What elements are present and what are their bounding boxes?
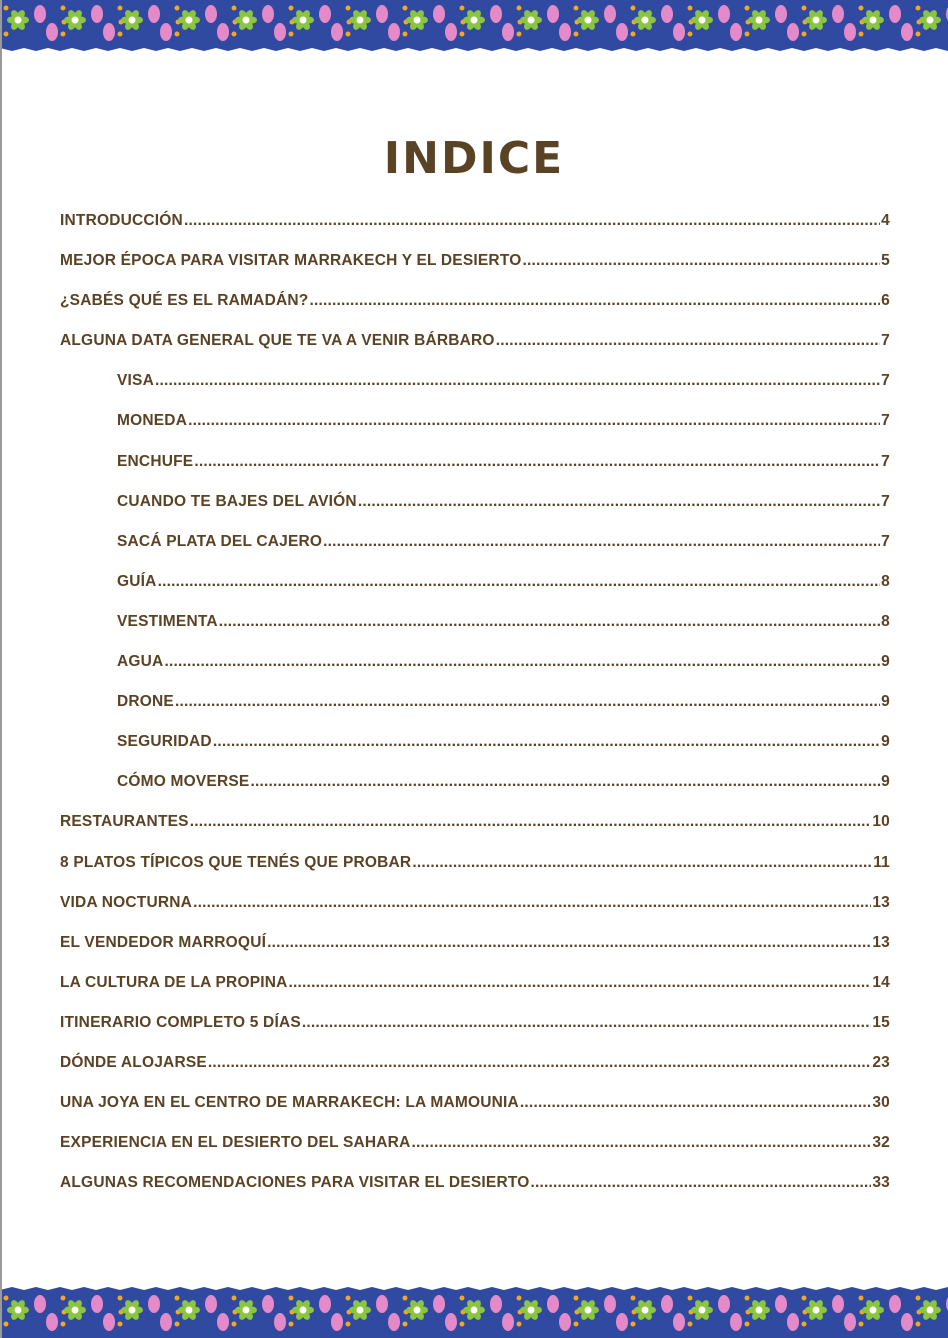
toc-entry[interactable]	[60, 854, 890, 894]
pink-drop-motif	[91, 1295, 103, 1313]
flower-motif	[691, 1299, 713, 1322]
orange-dot-motif	[802, 1322, 807, 1327]
orange-dot-motif	[802, 32, 807, 37]
orange-dot-motif	[118, 1322, 123, 1327]
orange-dot-motif	[688, 32, 693, 37]
flower-motif	[520, 1299, 542, 1322]
flower-motif	[7, 1299, 29, 1322]
orange-dot-motif	[859, 6, 864, 11]
toc-entry-label: SACÁ PLATA DEL CAJERO	[117, 532, 323, 550]
pink-drop-motif	[103, 23, 115, 41]
orange-dot-motif	[859, 1296, 864, 1301]
flower-motif	[862, 9, 884, 32]
flower-motif	[520, 9, 542, 32]
toc-entry[interactable]	[60, 693, 890, 733]
flower-motif	[577, 9, 599, 32]
dot-leader	[175, 693, 880, 711]
dot-leader	[309, 292, 880, 310]
pink-drop-motif	[673, 23, 685, 41]
pink-drop-motif	[103, 1313, 115, 1331]
toc-entry-page-number: 23	[872, 1053, 890, 1071]
pink-drop-motif	[673, 1313, 685, 1331]
orange-dot-motif	[631, 1322, 636, 1327]
pink-drop-motif	[319, 5, 331, 23]
orange-dot-motif	[574, 1296, 579, 1301]
pink-drop-motif	[889, 1295, 901, 1313]
toc-entry-label: ALGUNA DATA GENERAL QUE TE VA A VENIR BÁRBARO	[60, 332, 495, 350]
pink-drop-motif	[445, 1313, 457, 1331]
pink-drop-motif	[148, 5, 160, 23]
orange-dot-motif	[574, 32, 579, 37]
pink-drop-motif	[547, 1295, 559, 1313]
pink-drop-motif	[787, 23, 799, 41]
toc-entry-page-number: 6	[881, 292, 890, 310]
orange-dot-motif	[460, 32, 465, 37]
dot-leader	[496, 332, 880, 350]
dot-leader	[358, 493, 880, 511]
flower-motif	[463, 1299, 485, 1322]
pink-drop-motif	[604, 5, 616, 23]
toc-entry-label: CÓMO MOVERSE	[117, 773, 250, 791]
toc-entry-page-number: 7	[881, 452, 890, 470]
orange-dot-motif	[232, 6, 237, 11]
pink-drop-motif	[319, 1295, 331, 1313]
toc-entry[interactable]	[60, 412, 890, 452]
toc-entry[interactable]	[60, 252, 890, 292]
orange-dot-motif	[61, 32, 66, 37]
toc-entry-label: LA CULTURA DE LA PROPINA	[60, 973, 288, 991]
orange-dot-motif	[859, 32, 864, 37]
toc-entry[interactable]	[60, 773, 890, 813]
dot-leader	[323, 533, 880, 551]
toc-entry[interactable]	[60, 934, 890, 974]
dot-leader	[158, 573, 881, 591]
toc-entry-page-number: 5	[881, 252, 890, 270]
pink-drop-motif	[217, 23, 229, 41]
pink-drop-motif	[901, 23, 913, 41]
flower-motif	[748, 1299, 770, 1322]
flower-motif	[634, 1299, 656, 1322]
dot-leader	[250, 773, 880, 791]
pink-drop-motif	[205, 5, 217, 23]
orange-dot-motif	[403, 32, 408, 37]
flower-motif	[862, 1299, 884, 1322]
pink-drop-motif	[388, 1313, 400, 1331]
flower-motif	[178, 9, 200, 32]
orange-dot-motif	[688, 6, 693, 11]
dot-leader	[411, 1134, 871, 1152]
toc-entry-label: 8 PLATOS TÍPICOS QUE TENÉS QUE PROBAR	[60, 853, 412, 871]
toc-entry[interactable]	[60, 1134, 890, 1174]
toc-entry[interactable]	[60, 372, 890, 412]
orange-dot-motif	[688, 1296, 693, 1301]
pink-drop-motif	[205, 1295, 217, 1313]
band-edge	[0, 48, 948, 52]
orange-dot-motif	[574, 6, 579, 11]
orange-dot-motif	[118, 1296, 123, 1301]
toc-entry-page-number: 10	[872, 813, 890, 831]
floral-pattern-bottom	[0, 1286, 948, 1338]
orange-dot-motif	[403, 6, 408, 11]
orange-dot-motif	[916, 6, 921, 11]
toc-entry-page-number: 8	[881, 612, 890, 630]
flower-motif	[64, 9, 86, 32]
flower-motif	[7, 9, 29, 32]
flower-motif	[349, 9, 371, 32]
toc-entry[interactable]	[60, 332, 890, 372]
pink-drop-motif	[160, 23, 172, 41]
orange-dot-motif	[403, 1296, 408, 1301]
pink-drop-motif	[559, 23, 571, 41]
orange-dot-motif	[802, 6, 807, 11]
orange-dot-motif	[745, 1322, 750, 1327]
toc-entry-page-number: 13	[872, 893, 890, 911]
orange-dot-motif	[403, 1322, 408, 1327]
orange-dot-motif	[346, 1322, 351, 1327]
pink-drop-motif	[775, 5, 787, 23]
dot-leader	[193, 894, 871, 912]
dot-leader	[412, 854, 872, 872]
orange-dot-motif	[916, 32, 921, 37]
pink-drop-motif	[661, 1295, 673, 1313]
orange-dot-motif	[346, 32, 351, 37]
toc-entry-page-number: 9	[881, 653, 890, 671]
toc-entry-page-number: 15	[872, 1013, 890, 1031]
pink-drop-motif	[661, 5, 673, 23]
orange-dot-motif	[175, 6, 180, 11]
pink-drop-motif	[433, 1295, 445, 1313]
decorative-pattern-band-top	[0, 0, 948, 52]
orange-dot-motif	[802, 1296, 807, 1301]
orange-dot-motif	[289, 1322, 294, 1327]
pink-drop-motif	[445, 23, 457, 41]
toc-entry-label: EL VENDEDOR MARROQUÍ	[60, 933, 267, 951]
dot-leader	[522, 252, 880, 270]
orange-dot-motif	[4, 1322, 9, 1327]
toc-entry-label: EXPERIENCIA EN EL DESIERTO DEL SAHARA	[60, 1134, 411, 1152]
pink-drop-motif	[34, 1295, 46, 1313]
pink-drop-motif	[46, 23, 58, 41]
toc-entry-label: SEGURIDAD	[117, 733, 212, 751]
orange-dot-motif	[232, 1296, 237, 1301]
toc-entry-page-number: 8	[881, 572, 890, 590]
toc-entry[interactable]	[60, 1054, 890, 1094]
toc-entry-label: ¿SABÉS QUÉ ES EL RAMADÁN?	[60, 292, 309, 310]
pink-drop-motif	[388, 23, 400, 41]
orange-dot-motif	[4, 1296, 9, 1301]
orange-dot-motif	[289, 1296, 294, 1301]
toc-entry-label: MONEDA	[117, 412, 188, 430]
pink-drop-motif	[730, 1313, 742, 1331]
pink-drop-motif	[547, 5, 559, 23]
toc-entry[interactable]	[60, 974, 890, 1014]
toc-entry-label: DÓNDE ALOJARSE	[60, 1053, 207, 1071]
toc-entry[interactable]	[60, 613, 890, 653]
pink-drop-motif	[502, 1313, 514, 1331]
toc-entry-page-number: 30	[872, 1094, 890, 1112]
pink-drop-motif	[433, 5, 445, 23]
pink-drop-motif	[376, 5, 388, 23]
pink-drop-motif	[331, 1313, 343, 1331]
dot-leader	[520, 1094, 871, 1112]
pink-drop-motif	[604, 1295, 616, 1313]
flower-motif	[121, 1299, 143, 1322]
toc-entry-page-number: 11	[873, 853, 890, 871]
orange-dot-motif	[631, 1296, 636, 1301]
flower-motif	[805, 1299, 827, 1322]
orange-dot-motif	[631, 6, 636, 11]
band-edge	[0, 1286, 948, 1290]
orange-dot-motif	[517, 6, 522, 11]
flower-motif	[463, 9, 485, 32]
toc-entry-label: UNA JOYA EN EL CENTRO DE MARRAKECH: LA MAMOUNIA	[60, 1094, 519, 1112]
flower-motif	[349, 1299, 371, 1322]
orange-dot-motif	[346, 1296, 351, 1301]
orange-dot-motif	[631, 32, 636, 37]
toc-entry[interactable]	[60, 493, 890, 533]
toc-entry-label: AGUA	[117, 653, 164, 671]
pink-drop-motif	[34, 5, 46, 23]
orange-dot-motif	[175, 1322, 180, 1327]
orange-dot-motif	[289, 32, 294, 37]
orange-dot-motif	[688, 1322, 693, 1327]
dot-leader	[184, 212, 880, 230]
orange-dot-motif	[916, 1296, 921, 1301]
orange-dot-motif	[118, 6, 123, 11]
pink-drop-motif	[331, 23, 343, 41]
toc-entry-label: VIDA NOCTURNA	[60, 893, 193, 911]
toc-entry[interactable]	[60, 813, 890, 853]
toc-entry[interactable]	[60, 894, 890, 934]
orange-dot-motif	[175, 32, 180, 37]
orange-dot-motif	[4, 32, 9, 37]
dot-leader	[302, 1014, 871, 1032]
toc-entry-label: VISA	[117, 372, 154, 390]
pink-drop-motif	[775, 1295, 787, 1313]
pink-drop-motif	[217, 1313, 229, 1331]
toc-entry[interactable]	[60, 1094, 890, 1134]
toc-entry[interactable]	[60, 733, 890, 773]
orange-dot-motif	[574, 1322, 579, 1327]
toc-entry[interactable]	[60, 453, 890, 493]
pink-drop-motif	[718, 5, 730, 23]
flower-motif	[406, 1299, 428, 1322]
pink-drop-motif	[91, 5, 103, 23]
toc-entry-label: GUÍA	[117, 572, 157, 590]
flower-motif	[919, 9, 941, 32]
orange-dot-motif	[61, 6, 66, 11]
dot-leader	[155, 372, 880, 390]
orange-dot-motif	[745, 32, 750, 37]
pink-drop-motif	[490, 5, 502, 23]
flower-motif	[691, 9, 713, 32]
orange-dot-motif	[232, 1322, 237, 1327]
toc-entry-page-number: 13	[872, 933, 890, 951]
flower-motif	[235, 9, 257, 32]
orange-dot-motif	[175, 1296, 180, 1301]
toc-entry[interactable]	[60, 653, 890, 693]
floral-pattern-top	[0, 0, 948, 52]
toc-entry-label: INTRODUCCIÓN	[60, 212, 183, 229]
toc-entry-label: VESTIMENTA	[117, 612, 218, 630]
toc-entry-page-number: 7	[881, 532, 890, 550]
toc-entry[interactable]	[60, 533, 890, 573]
flower-motif	[919, 1299, 941, 1322]
orange-dot-motif	[460, 1322, 465, 1327]
pink-drop-motif	[616, 23, 628, 41]
orange-dot-motif	[460, 6, 465, 11]
pink-drop-motif	[262, 1295, 274, 1313]
pink-drop-motif	[787, 1313, 799, 1331]
flower-motif	[406, 9, 428, 32]
dot-leader	[164, 653, 880, 671]
orange-dot-motif	[745, 6, 750, 11]
toc-entry-page-number: 9	[881, 773, 890, 791]
pink-drop-motif	[730, 23, 742, 41]
pink-drop-motif	[160, 1313, 172, 1331]
flower-motif	[64, 1299, 86, 1322]
toc-entry-page-number: 7	[881, 372, 890, 390]
pink-drop-motif	[832, 5, 844, 23]
orange-dot-motif	[517, 32, 522, 37]
toc-entry-page-number: 33	[872, 1174, 890, 1192]
toc-entry-label: DRONE	[117, 693, 174, 711]
toc-entry[interactable]	[60, 1014, 890, 1054]
toc-entry-label: RESTAURANTES	[60, 813, 189, 831]
dot-leader	[190, 813, 872, 831]
flower-motif	[805, 9, 827, 32]
toc-entry-page-number: 4	[881, 212, 890, 229]
orange-dot-motif	[517, 1322, 522, 1327]
toc-entry-label: MEJOR ÉPOCA PARA VISITAR MARRAKECH Y EL DESIERTO	[60, 252, 522, 270]
orange-dot-motif	[859, 1322, 864, 1327]
pink-drop-motif	[274, 23, 286, 41]
dot-leader	[219, 613, 880, 631]
flower-motif	[235, 1299, 257, 1322]
toc-entry[interactable]	[60, 212, 890, 252]
pink-drop-motif	[46, 1313, 58, 1331]
pink-drop-motif	[262, 5, 274, 23]
table-of-contents	[60, 212, 890, 1214]
orange-dot-motif	[118, 32, 123, 37]
flower-motif	[634, 9, 656, 32]
toc-entry-label: ALGUNAS RECOMENDACIONES PARA VISITAR EL DESIERTO	[60, 1174, 530, 1192]
pink-drop-motif	[616, 1313, 628, 1331]
toc-entry-page-number: 7	[881, 332, 890, 350]
dot-leader	[188, 412, 880, 430]
flower-motif	[577, 1299, 599, 1322]
orange-dot-motif	[517, 1296, 522, 1301]
toc-entry[interactable]	[60, 1174, 890, 1214]
pink-drop-motif	[901, 1313, 913, 1331]
dot-leader	[208, 1054, 871, 1072]
toc-entry-label: ENCHUFE	[117, 452, 194, 470]
dot-leader	[267, 934, 871, 952]
pink-drop-motif	[832, 1295, 844, 1313]
pink-drop-motif	[718, 1295, 730, 1313]
toc-entry-page-number: 32	[872, 1134, 890, 1152]
toc-entry-page-number: 9	[881, 693, 890, 711]
pink-drop-motif	[274, 1313, 286, 1331]
orange-dot-motif	[4, 6, 9, 11]
toc-entry-page-number: 9	[881, 733, 890, 751]
pink-drop-motif	[148, 1295, 160, 1313]
flower-motif	[121, 9, 143, 32]
pink-drop-motif	[502, 23, 514, 41]
toc-entry-page-number: 7	[881, 412, 890, 430]
toc-entry[interactable]	[60, 573, 890, 613]
orange-dot-motif	[61, 1322, 66, 1327]
toc-entry-label: ITINERARIO COMPLETO 5 DÍAS	[60, 1013, 301, 1031]
orange-dot-motif	[460, 1296, 465, 1301]
orange-dot-motif	[745, 1296, 750, 1301]
toc-entry-label: CUANDO TE BAJES DEL AVIÓN	[117, 492, 357, 510]
pink-drop-motif	[559, 1313, 571, 1331]
pink-drop-motif	[889, 5, 901, 23]
orange-dot-motif	[289, 6, 294, 11]
flower-motif	[292, 1299, 314, 1322]
orange-dot-motif	[916, 1322, 921, 1327]
flower-motif	[178, 1299, 200, 1322]
orange-dot-motif	[346, 6, 351, 11]
pink-drop-motif	[844, 23, 856, 41]
dot-leader	[289, 974, 872, 992]
flower-motif	[292, 9, 314, 32]
decorative-pattern-band-bottom	[0, 1286, 948, 1338]
page-title: INDICE	[383, 133, 565, 185]
toc-entry-page-number: 14	[872, 973, 890, 991]
pink-drop-motif	[376, 1295, 388, 1313]
toc-entry[interactable]	[60, 292, 890, 332]
toc-entry-page-number: 7	[881, 492, 890, 510]
flower-motif	[748, 9, 770, 32]
dot-leader	[530, 1174, 871, 1192]
dot-leader	[213, 733, 880, 751]
orange-dot-motif	[232, 32, 237, 37]
pink-drop-motif	[490, 1295, 502, 1313]
dot-leader	[194, 453, 880, 471]
pink-drop-motif	[844, 1313, 856, 1331]
orange-dot-motif	[61, 1296, 66, 1301]
